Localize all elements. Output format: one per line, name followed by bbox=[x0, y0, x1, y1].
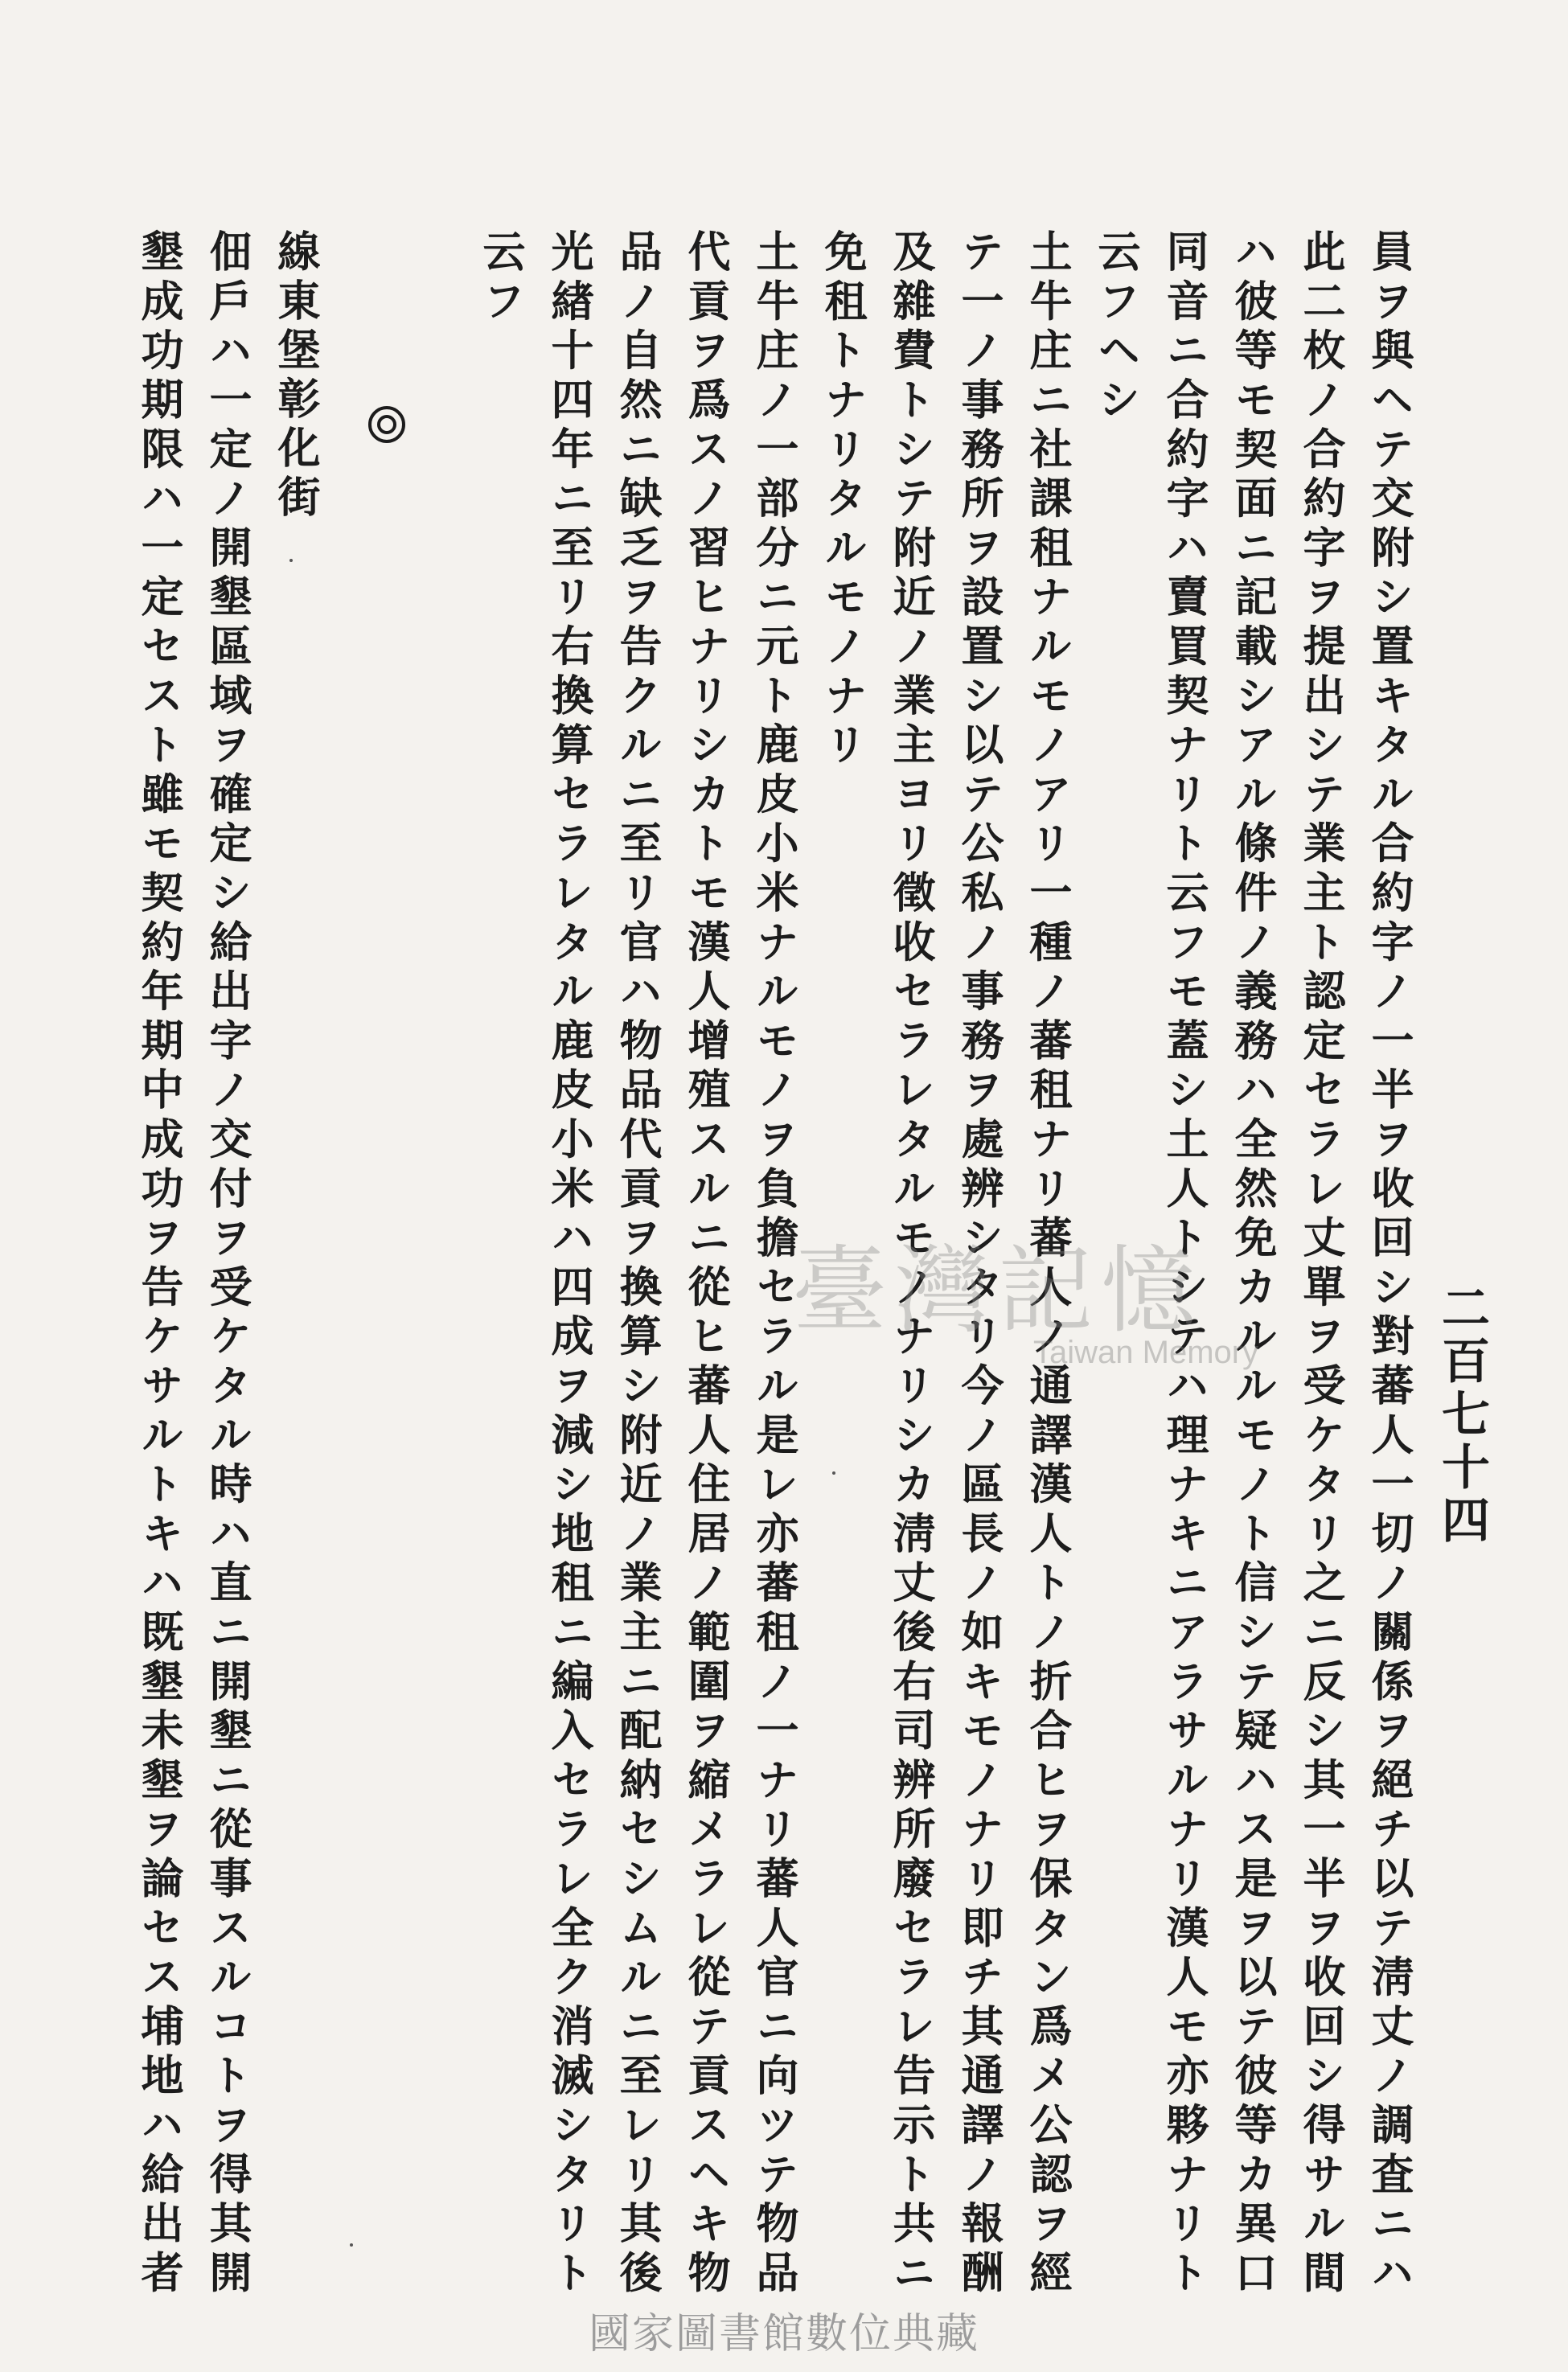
text-block bbox=[134, 229, 1423, 2300]
text-column: 代貢ヲ爲スノ習ヒナリシカトモ漢人增殖スルニ從ヒ蕃人住居ノ範圍ヲ縮メラレ從テ貢スヘキ物 bbox=[681, 229, 731, 2300]
text-column: 光緖十四年ニ至リ右換算セラレタル鹿皮小米ハ四成ヲ減シ地租ニ編入セラレ全ク消滅シタリト bbox=[544, 229, 594, 2300]
scan-speck bbox=[350, 2243, 353, 2247]
text-column: 免租トナリタルモノナリ bbox=[818, 229, 868, 772]
scan-speck bbox=[289, 559, 293, 562]
text-column: 員ヲ與ヘテ交附シ置キタル合約字ノ一半ヲ收回シ對蕃人一切ノ關係ヲ絕チ以テ淸丈ノ調査ニハ bbox=[1365, 229, 1414, 2300]
footer-stamp: 國家圖書館數位典藏 bbox=[588, 2310, 979, 2358]
text-column: 及雜費トシテ附近ノ業主ヨリ徵收セラレタルモノナリシカ淸丈後右司辨所廢セラレ告示ト共ニ bbox=[886, 229, 936, 2300]
text-column: 同音ニ合約字ハ賣買契ナリト云フモ蓋シ土人トシテハ理ナキニアラサルナリ漢人モ亦夥ナリト bbox=[1160, 229, 1209, 2300]
text-column: ハ彼等モ契面ニ記載シアル條件ノ義務ハ全然免カルルモノト信シテ疑ハス是ヲ以テ彼等カ異口 bbox=[1228, 229, 1278, 2300]
scan-speck bbox=[832, 1471, 835, 1475]
watermark-title: 臺灣記憶 bbox=[792, 1235, 1205, 1346]
text-column: 墾成功期限ハ一定セスト雖モ契約年期中成功ヲ告ケサルトキハ既墾未墾ヲ論セス埔地ハ給出者 bbox=[134, 229, 184, 2300]
text-column: 云フ bbox=[476, 229, 526, 328]
text-column: 土牛庄ノ一部分ニ元ト鹿皮小米ナルモノヲ負擔セラル是レ亦蕃租ノ一ナリ蕃人官ニ向ツテ物品 bbox=[749, 229, 799, 2300]
watermark-subtitle: Taiwan Memory bbox=[1033, 1335, 1259, 1370]
page-number: 二百七十四 bbox=[1434, 1282, 1490, 1548]
text-column: 此二枚ノ合約字ヲ提出シテ業主ト認定セラレ丈單ヲ受ケタリ之ニ反シ其一半ヲ收回シ得サル間 bbox=[1296, 229, 1346, 2300]
text-column: 佃戶ハ一定ノ開墾區域ヲ確定シ給出字ノ交付ヲ受ケタル時ハ直ニ開墾ニ從事スルコトヲ得其開 bbox=[203, 229, 252, 2300]
text-column: 品ノ自然ニ缺乏ヲ告クルニ至リ官ハ物品代貢ヲ換算シ附近ノ業主ニ配納セシムルニ至レリ其後 bbox=[613, 229, 663, 2300]
text-column: 土牛庄ニ社課租ナルモノアリ一種ノ蕃租ナリ蕃人ノ通譯漢人トノ折合ヒヲ保タン爲メ公認ヲ經 bbox=[1023, 229, 1073, 2300]
section-marker-icon bbox=[368, 406, 405, 443]
text-column: テ一ノ事務所ヲ設置シ以テ公私ノ事務ヲ處辨シタリ今ノ區長ノ如キモノナリ即チ其通譯ノ報酬 bbox=[954, 229, 1004, 2300]
text-column: 云フヘシ bbox=[1091, 229, 1141, 427]
section-heading: 線東堡彰化街 bbox=[271, 229, 321, 523]
